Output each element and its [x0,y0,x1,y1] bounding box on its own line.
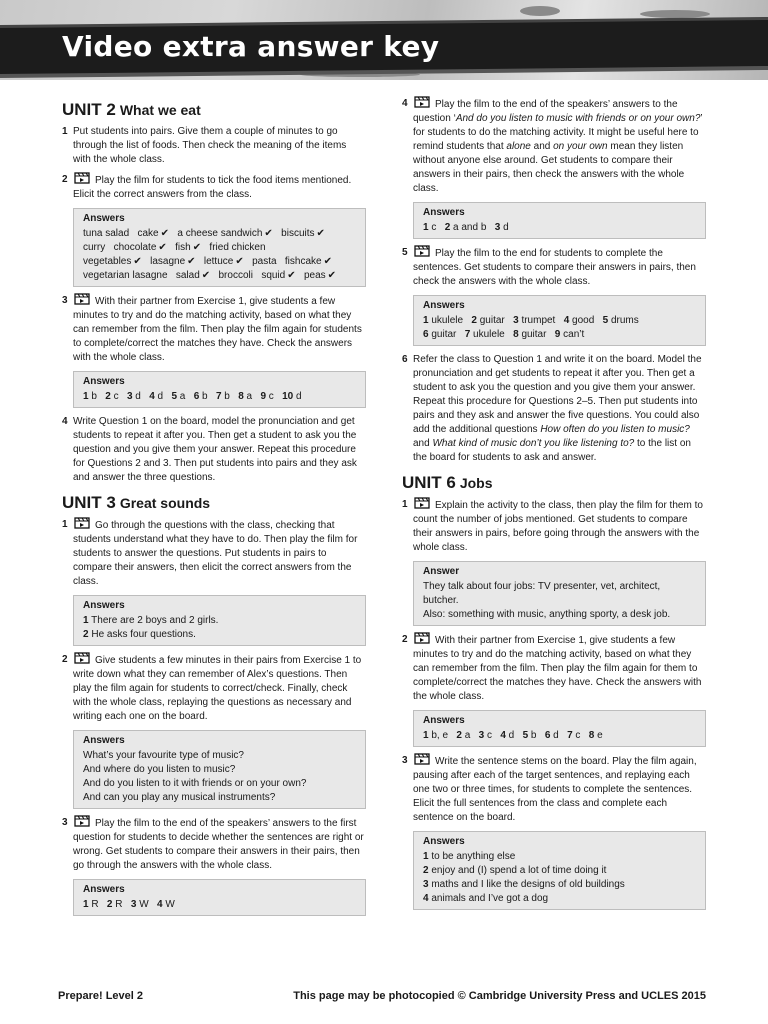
answers-box [73,730,366,809]
exercise-text: on the board, model the pronunciation and get students to repeat it after you. Then get a student to ask you the question and you give them your answer. Repeat this procedure for Questions 2 and 3. Then put students into pairs and they ask and answer the three questions. [73,416,357,483]
unit-name: What we eat [119,102,201,118]
exercise-italic: What kind of music don’t you like listening to? [432,438,635,449]
exercise-text: to the list on the board for students to ask and answer. [413,438,691,463]
answer-key: 7 [215,391,222,402]
answer-key: 1 [423,851,429,862]
exercise-number: 3 [402,755,408,766]
exercise [62,125,366,167]
exercise-text: and [413,438,433,449]
exercise-text: Explain the activity to the class, then play the film for them to count the number of jobs mentioned. Get students to compare their answers in pairs, before going through the answers with the whole class. [413,500,703,553]
exercise [402,246,706,289]
answer-key: 3 [130,899,137,910]
exercise-text: Give students a few minutes in their pairs from Exercise 1 to write down what they can remember of Alex’s questions. Then play the film again for students to correct/check. Finally, check with the whole class, replaying the questions as necessary and writing each one on the board. [73,655,362,722]
answer-value: enjoy and (I) spend a lot of time doing it [431,865,607,876]
answer-line [83,269,356,283]
answer-line [423,729,696,743]
answers-title: Answers [83,213,125,224]
answer-value: There are 2 boys and 2 girls. [91,615,219,626]
exercise-text: Write Question [73,416,142,427]
film-clapper-icon [414,246,431,257]
exercise-number: 3 [62,295,68,306]
check-icon: ✔ [160,228,170,239]
unit-heading [402,473,706,494]
unit-number: UNIT 3 [62,493,116,512]
answer-line [83,898,356,912]
answer-line [83,614,356,628]
answer-key: 9 [260,391,266,402]
answer-key: 2 [105,391,111,402]
food-item: squid [261,270,286,281]
exercise-text: With their partner from Exercise 1, give students a few minutes to try and do the matching activity, based on what they can remember from the film. Then play the film again for students to complete/correct the matches they have. Check the answers with the whole class. [73,296,362,363]
answer-value: d [157,391,164,402]
answer-value: maths and I like the designs of old buildings [431,879,625,890]
answer-value: good [572,315,595,326]
answer-value: W [139,899,149,910]
answer-value: d [296,391,302,402]
food-item: broccoli [218,270,253,281]
answer-value: c [575,730,581,741]
film-clapper-icon [414,754,431,765]
answer-line [83,390,356,404]
exercise [402,353,706,465]
exercise-number: 5 [402,247,408,258]
film-clapper-icon [74,816,91,827]
answer-key: 8 [588,730,595,741]
food-item: fishcake [284,256,322,267]
exercise-italic: alone [506,141,531,152]
answers-title: Answers [423,207,465,218]
unit-heading [62,493,366,514]
answers-box [413,561,706,626]
answer-value: b, e [431,730,449,741]
answer-line [83,628,356,642]
answer-key: 10 [282,391,294,402]
answer-line [423,864,696,878]
answer-value: a [464,730,471,741]
footer-copyright: This page may be photocopied © Cambridge University Press and UCLES 2015 [293,990,706,1002]
answer-key: 4 [149,391,155,402]
exercise-text: and [530,141,554,152]
header-banner [0,0,768,80]
answer-key: 8 [513,329,519,340]
unit-name: Jobs [459,475,493,491]
answer-value: R [91,899,99,910]
answer-line: And where do you listen to music? [83,764,236,775]
answer-key: 3 [423,879,429,890]
answer-key: 2 [444,222,451,233]
answers-title: Answers [83,600,125,611]
food-item: fried chicken [209,242,266,253]
answer-key: 5 [602,315,609,326]
answer-key: 2 [456,730,462,741]
food-item: vegetables [83,256,132,267]
answers-box [73,208,366,287]
answer-value: a and b [453,222,487,233]
answer-key: 5 [171,391,177,402]
answer-key: 1 [423,222,429,233]
exercise-text: Go through the questions with the class, checking that students understand what they have to do. Then play the film for students to answer the questions. Put students in pairs to compare their answers, then elicit the correct answers from the class. [73,520,358,587]
answer-value: d [135,391,141,402]
check-icon: ✔ [158,242,167,253]
exercise-text: Play the film to the end of the speakers’ answers to the first question for students to decide whether the sentences are right or wrong. Get students to compare their answers in their pairs, then go through the answers with the whole class. [73,818,364,871]
unit-number: UNIT 2 [62,100,116,119]
answer-key: 3 [478,730,485,741]
answer-key: 4 [423,893,429,904]
food-item: biscuits [281,228,315,239]
exercise [62,816,366,873]
exercise [62,518,366,589]
answer-key: 1 [423,315,429,326]
exercise-italic: And do you listen to music with friends or on your own? [455,113,701,124]
answer-line [423,850,696,864]
answers-title: Answers [83,735,125,746]
exercise-number: 2 [62,654,68,665]
answer-value: can’t [563,329,585,340]
check-icon: ✔ [316,228,325,239]
answers-box [73,371,366,408]
exercise [402,97,706,196]
answer-line [423,878,696,892]
right-column [402,97,706,917]
food-item: tuna salad [83,228,130,239]
food-item: fish [175,242,191,253]
answer-line [83,227,356,241]
answer-key: 3 [126,391,133,402]
answer-value: d [503,222,509,233]
answer-key: 9 [554,329,561,340]
answer-value: d [553,730,559,741]
answer-value: trumpet [521,315,556,326]
exercise-number: 3 [62,817,68,828]
exercise-text: Put students into pairs. Give them a couple of minutes to go through the list of foods. Then check the meaning of the items with the whole class. [73,126,347,165]
check-icon: ✔ [201,270,211,281]
food-item: vegetarian lasagne [83,270,168,281]
answer-line: What’s your favourite type of music? [83,750,244,761]
answer-line: They talk about four jobs: TV presenter, vet, architect, butcher. [423,581,661,606]
exercise-number: 1 [62,126,68,137]
exercise-text: Play the film to the end for students to complete the sentences. Get students to compare their answers in pairs, then check the answers with the whole class. [413,248,696,287]
page-title: Video extra answer key [62,30,440,63]
answers-box [413,295,706,346]
exercise-text: mean they listen without anyone else around. Get students to compare their answers in their pairs, then check the answers with the whole class. [413,141,685,194]
food-item: chocolate [113,242,157,253]
answer-key: 1 [83,391,89,402]
unit-heading [62,100,366,121]
answer-value: a [179,391,186,402]
exercise [62,415,366,485]
answer-key: 2 [423,865,429,876]
answer-value: c [113,391,119,402]
answer-key: 2 [471,315,477,326]
food-item: peas [303,270,326,281]
answer-line: And can you play any musical instruments? [83,792,276,803]
answer-key: 1 [83,899,89,910]
answer-value: animals and I’ve got a dog [431,893,549,904]
answers-title: Answers [83,376,125,387]
film-clapper-icon [414,633,431,644]
answers-box [413,202,706,239]
check-icon: ✔ [192,242,202,253]
answer-value: to be anything else [431,851,516,862]
exercise-text: 1 [536,354,542,365]
answer-value: He asks four questions. [91,629,196,640]
check-icon: ✔ [264,228,273,239]
food-item: cake [137,228,159,239]
answer-value: c [486,730,492,741]
answer-value: W [165,899,175,910]
answer-value: guitar [479,315,505,326]
answer-key: 4 [563,315,570,326]
answer-line [423,892,696,906]
answer-value: c [268,391,274,402]
food-item: pasta [252,256,277,267]
exercise [62,173,366,202]
answer-line [83,241,356,255]
food-item: salad [175,270,200,281]
food-item: lasagne [150,256,186,267]
check-icon: ✔ [327,270,337,281]
check-icon: ✔ [323,256,332,267]
answer-value: b [530,730,537,741]
exercise [402,498,706,555]
answer-key: 6 [423,329,429,340]
answer-line [423,314,696,328]
food-item: curry [83,242,106,253]
answers-box [413,831,706,910]
answer-key: 6 [193,391,200,402]
exercise-number: 2 [402,634,408,645]
exercise [402,754,706,825]
answer-key: 2 [106,899,113,910]
film-clapper-icon [74,518,91,529]
exercise-text: Play the film to the end of the speakers’ answers to the question ‘ [413,99,678,124]
answer-line [423,328,696,342]
answer-key: 4 [156,899,163,910]
check-icon: ✔ [235,256,244,267]
answer-key: 3 [513,315,519,326]
exercise-number: 4 [62,416,68,427]
exercise-text: Write the sentence stems on the board. Play the film again, pausing after each of the target sentences, and replaying each one two or three times, for students to complete the sentences. Elicit the full sentences from the class and complete each sentence on the board. [413,756,697,823]
check-icon: ✔ [133,256,142,267]
exercise [62,294,366,365]
answer-line [83,255,356,269]
answers-box [73,879,366,916]
exercise-number: 1 [62,519,68,530]
answer-key: 4 [500,730,506,741]
footer-course-name: Prepare! Level 2 [58,990,143,1002]
answer-key: 8 [238,391,244,402]
answer-key: 7 [567,730,573,741]
answer-value: e [597,730,603,741]
exercise-number: 2 [62,174,68,185]
exercise-text: With their partner from Exercise 1, give students a few minutes to try and do the matching activity, based on what they can remember from the film. Then play the film again for them to complete/correct the matches they have. Check the answers with the whole class. [413,635,702,702]
banner-texture [300,72,420,77]
exercise-number: 4 [402,98,408,109]
film-clapper-icon [74,173,91,184]
answers-title: Answers [423,300,465,311]
exercise [402,633,706,704]
film-clapper-icon [74,653,91,664]
exercise-text: Refer the class to Question [413,354,537,365]
answer-key: 1 [83,615,89,626]
exercise-number: 1 [402,499,408,510]
exercise-number: 6 [402,354,408,365]
answer-key: 6 [544,730,551,741]
exercise-text: ’ for students to do the matching activity. It might be useful here to remind students that [413,113,703,152]
answer-value: b [202,391,208,402]
answer-value: b [224,391,230,402]
exercise-text: 1 [141,416,148,427]
check-icon: ✔ [187,256,196,267]
film-clapper-icon [414,498,431,509]
answer-key: 7 [464,329,471,340]
answer-value: c [431,222,437,233]
exercise-italic: How often do you listen to music? [540,424,690,435]
banner-texture [640,10,710,18]
answer-key: 5 [522,730,529,741]
answers-title: Answers [423,715,465,726]
answer-value: guitar [521,329,547,340]
answer-key: 1 [423,730,429,741]
film-clapper-icon [74,294,91,305]
answer-value: d [508,730,515,741]
answer-value: R [115,899,123,910]
exercise-text: Play the film for students to tick the food items mentioned. Elicit the correct answers from the class. [73,175,352,200]
answer-line: Also: something with music, anything sporty, a desk job. [423,609,671,620]
answer-value: guitar [431,329,457,340]
answer-line [423,221,696,235]
answer-value: drums [610,315,639,326]
exercise [62,653,366,724]
answer-value: b [91,391,97,402]
answers-title: Answer [423,566,460,577]
answer-key: 3 [494,222,501,233]
answers-title: Answers [83,884,125,895]
food-item: a cheese sandwich [177,228,263,239]
answers-box [413,710,706,747]
film-clapper-icon [414,97,431,108]
check-icon: ✔ [287,270,296,281]
exercise-text: and write it on the board. Model the pronunciation and get students to repeat it after you. Then get a student to ask you the question and you give them your answer. Repeat this procedure for Questions 2–5. Then put students into pairs and they ask and answer the five questions. You could also add the additional questions [413,354,702,435]
answer-line: And do you listen to it with friends or on your own? [83,778,307,789]
answer-value: ukulele [431,315,464,326]
unit-number: UNIT 6 [402,473,456,492]
answer-value: a [246,391,253,402]
answers-box [73,595,366,646]
answer-key: 2 [83,629,89,640]
exercise-italic: on your own [553,141,608,152]
left-column [62,100,366,923]
banner-texture [520,6,560,16]
unit-name: Great sounds [119,495,211,511]
answers-title: Answers [423,836,465,847]
answer-value: ukulele [473,329,505,340]
food-item: lettuce [203,256,234,267]
